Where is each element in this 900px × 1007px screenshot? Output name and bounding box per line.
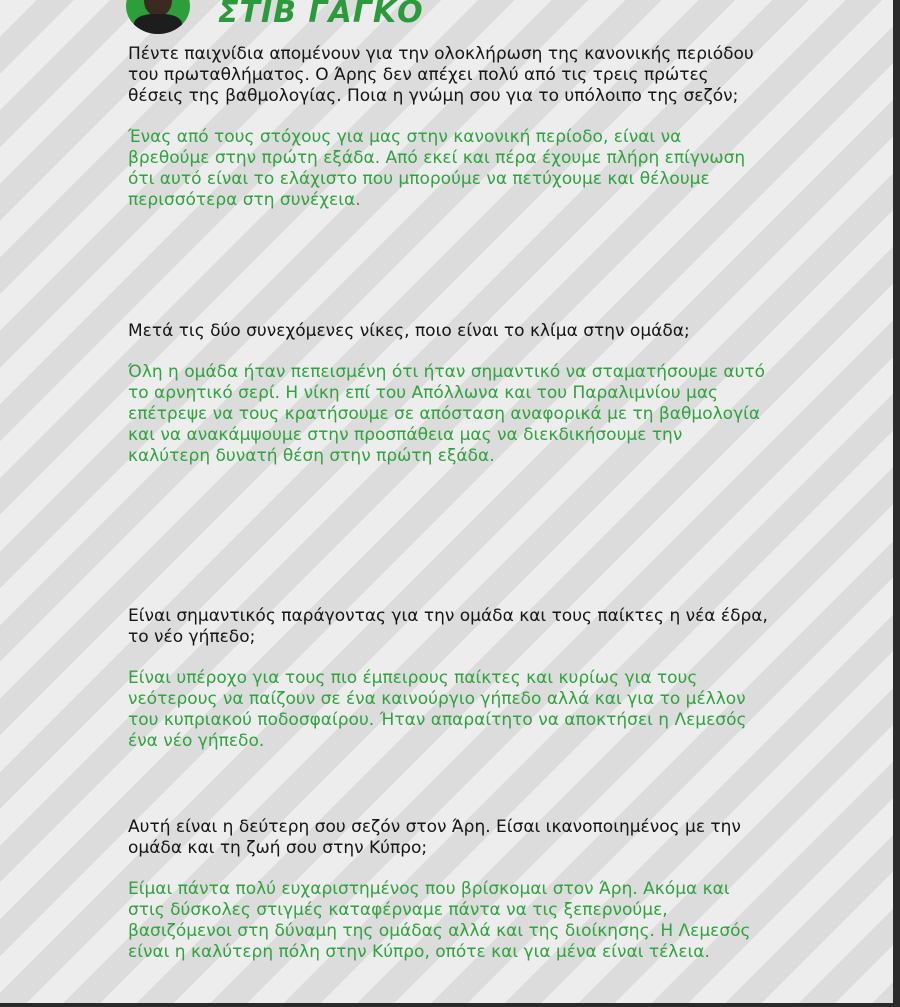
interview-answer: Ένας από τους στόχους για μας στην κανονική περίοδο, είναι να βρεθούμε στην πρώτη εξάδα. Από εκεί και πέρα έχουμε πλήρη επίγνωση ότι αυτό είναι το ελάχιστο που μπορούμε να πετύχουμε και θέλουμε περισσότερα στη συνέχεια. xyxy=(128,127,746,210)
interview-question: Αυτή είναι η δεύτερη σου σεζόν στον Άρη. Είσαι ικανοποιημένος με την ομάδα και τη ζωή σου στην Κύπρο; xyxy=(128,817,741,858)
interview-question: Μετά τις δύο συνεχόμενες νίκες, ποιο είναι το κλίμα στην ομάδα; xyxy=(128,321,690,341)
interview-question: Πέντε παιχνίδια απομένουν για την ολοκλήρωση της κανονικής περιόδου του πρωταθλήματος. Ο Άρης δεν απέχει πολύ από τις τρεις πρώτες θέσεις της βαθμολογίας. Ποια η γνώμη σου για το υπόλοιπο της σεζόν; xyxy=(128,44,754,106)
interview-answer: Είναι υπέροχο για τους πιο έμπειρους παίκτες και κυρίως για τους νεότερους να παίζουν σε ένα καινούργιο γήπεδο αλλά και για το μέλλον του κυπριακού ποδοσφαίρου. Ήταν απαραίτητο να αποκτήσει η Λεμεσός ένα νέο γήπεδο. xyxy=(128,668,747,751)
interview-header xyxy=(126,0,424,34)
player-name-title: ΣΤΙΒ ΓΑΓΚΟ xyxy=(218,0,424,30)
interview-answer: Όλη η ομάδα ήταν πεπεισμένη ότι ήταν σημαντικό να σταματήσουμε αυτό το αρνητικό σερί. Η νίκη επί του Απόλλωνα και του Παραλιμνίου μας επέτρεψε να τους κρατήσουμε σε απόσταση αναφορικά με τη βαθμολογία και να ανακάμψουμε στην προσπάθεια μας να διεκδικήσουμε την καλύτερη δυνατή θέση στην πρώτη εξάδα. xyxy=(128,362,766,466)
qa-block xyxy=(128,606,768,817)
interview-question: Είναι σημαντικός παράγοντας για την ομάδα και τους παίκτες η νέα έδρα, το νέο γήπεδο; xyxy=(128,606,768,647)
interview-answer: Είμαι πάντα πολύ ευχαριστημένος που βρίσκομαι στον Άρη. Ακόμα και στις δύσκολες στιγμές καταφέρναμε πάντα να τις ξεπερνούμε, βασιζόμενοι στη δύναμη της ομάδας αλλά και της διοίκησης. Η Λεμεσός είναι η καλύτερη πόλη στην Κύπρο, οπότε και για μένα είναι τέλεια. xyxy=(128,879,751,962)
bottom-edge xyxy=(0,1003,900,1007)
qa-block xyxy=(128,817,768,963)
player-portrait-icon xyxy=(126,0,190,34)
scrollbar[interactable] xyxy=(893,0,900,1007)
qa-block xyxy=(128,44,768,321)
interview-content xyxy=(128,44,768,963)
portrait-shirt xyxy=(134,14,182,34)
qa-block xyxy=(128,321,768,606)
